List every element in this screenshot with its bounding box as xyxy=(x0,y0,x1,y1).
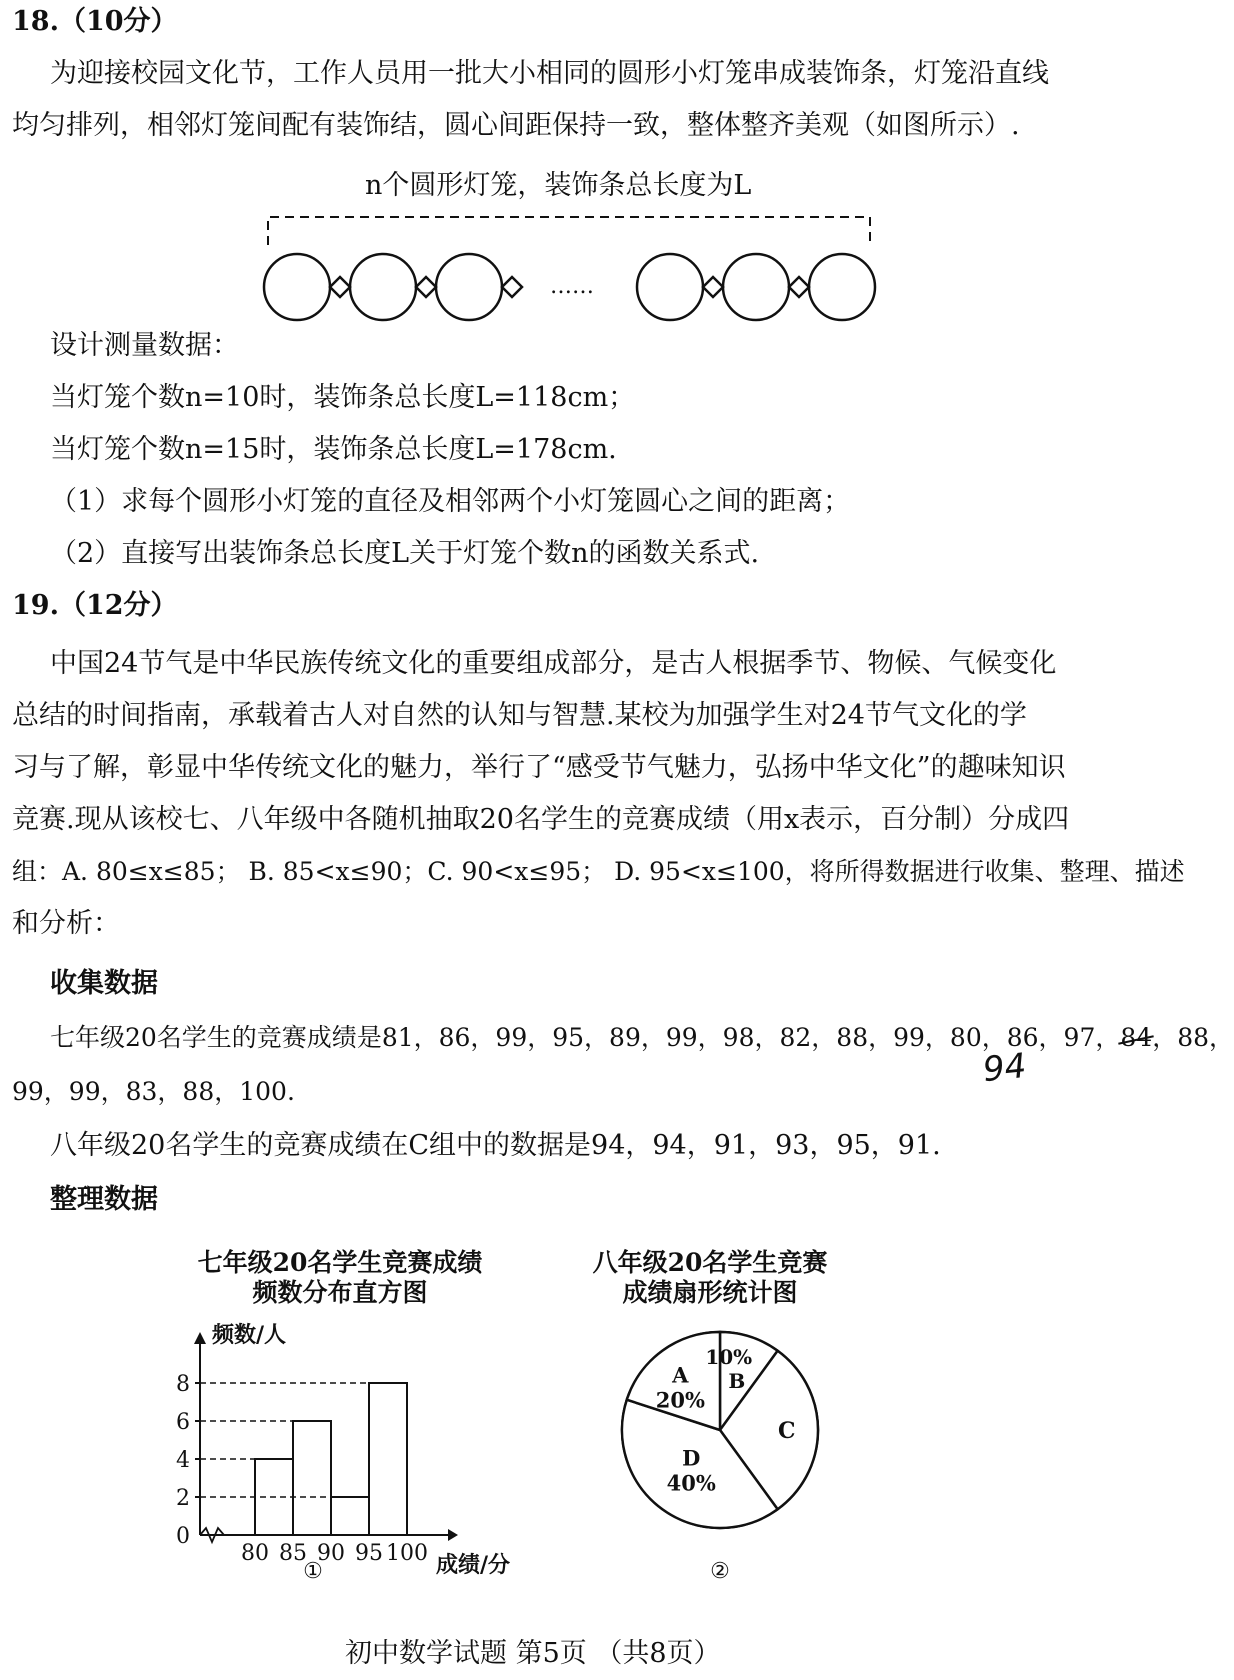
x-tick-label: 100 xyxy=(386,1541,428,1566)
decoration-knot xyxy=(330,277,350,297)
collect-data-heading: 收集数据 xyxy=(50,968,158,999)
x-tick-label: 85 xyxy=(279,1541,307,1566)
lantern-circle xyxy=(350,254,416,320)
q19-paragraph-line5: 组：A. 80≤x≤85； B. 85<x≤90；C. 90<x≤95； D. 95<x≤100，将所得数据进行收集、整理、描述 xyxy=(12,857,1185,886)
y-tick-label: 4 xyxy=(176,1448,190,1473)
pie-figure-number: ② xyxy=(710,1559,730,1584)
q19-paragraph-line2: 总结的时间指南，承载着古人对自然的认知与智慧.某校为加强学生对24节气文化的学 xyxy=(12,700,1027,731)
q18-ask-2: （2）直接写出装饰条总长度L关于灯笼个数n的函数关系式. xyxy=(50,538,760,569)
page-footer: 初中数学试题 第5页 （共8页） xyxy=(345,1638,721,1669)
lantern-circle xyxy=(723,254,789,320)
lantern-figure xyxy=(240,205,890,330)
histogram-chart xyxy=(150,1310,570,1584)
q18-header: 18.（10分） xyxy=(12,6,178,37)
lantern-chain-right xyxy=(637,254,875,320)
q18-intro-line1: 为迎接校园文化节，工作人员用一批大小相同的圆形小灯笼串成装饰条，灯笼沿直线 xyxy=(50,58,1049,89)
pie-label-c: C xyxy=(778,1418,796,1444)
x-tick-label: 80 xyxy=(241,1541,269,1566)
pie-title-line2: 成绩扇形统计图 xyxy=(622,1278,798,1307)
pie-label-a: A xyxy=(672,1362,689,1388)
lantern-ellipsis: …… xyxy=(550,274,594,299)
x-tick-label: 90 xyxy=(317,1541,345,1566)
decoration-knot xyxy=(703,277,723,297)
pie-label-a-pct: 20% xyxy=(655,1387,705,1413)
pie-label-d-pct: 40% xyxy=(666,1470,716,1496)
histogram-figure-number: ① xyxy=(303,1559,323,1584)
lantern-figure-caption: n个圆形灯笼，装饰条总长度为L xyxy=(365,170,752,201)
q19-paragraph-line3: 习与了解，彰显中华传统文化的魅力，举行了“感受节气魅力，弘扬中华文化”的趣味知识 xyxy=(12,752,1066,783)
histogram-xlabel: 成绩/分 xyxy=(436,1552,511,1578)
lantern-circle xyxy=(637,254,703,320)
pie-title xyxy=(560,1248,860,1308)
x-axis-arrow xyxy=(448,1529,458,1541)
pie-title-line1: 八年级20名学生竞赛 xyxy=(592,1248,828,1277)
grade7-scores-line2: 99，99，83，88，100. xyxy=(12,1077,295,1106)
lantern-circle xyxy=(809,254,875,320)
grade7-scores-line1 xyxy=(50,1022,1234,1054)
y-axis-arrow xyxy=(194,1332,206,1344)
histogram-ylabel: 频数/人 xyxy=(212,1322,287,1348)
q18-intro-line2: 均匀排列，相邻灯笼间配有装饰结，圆心间距保持一致，整体整齐美观（如图所示）. xyxy=(12,110,1020,141)
q18-data-1: 当灯笼个数n=10时，装饰条总长度L=118cm； xyxy=(50,382,636,413)
decoration-knot xyxy=(502,277,522,297)
histogram-title-line1: 七年级20名学生竞赛成绩 xyxy=(197,1248,483,1277)
q18-ask-1: （1）求每个圆形小灯笼的直径及相邻两个小灯笼圆心之间的距离； xyxy=(50,486,851,517)
histogram-bar xyxy=(293,1421,331,1535)
lantern-circle xyxy=(436,254,502,320)
length-dimension-line xyxy=(268,217,870,245)
struck-score: 84 xyxy=(1120,1023,1153,1052)
y-tick-label: 6 xyxy=(176,1410,190,1435)
pie-label-b: B xyxy=(728,1369,746,1394)
y-tick-label: 8 xyxy=(176,1372,190,1397)
q19-header: 19.（12分） xyxy=(12,590,178,621)
histogram-bar xyxy=(331,1497,369,1535)
decoration-knot xyxy=(789,277,809,297)
decoration-knot xyxy=(416,277,436,297)
organize-data-heading: 整理数据 xyxy=(50,1184,158,1215)
grade8-c-group-data: 八年级20名学生的竞赛成绩在C组中的数据是94，94，91，93，95，91. xyxy=(50,1130,941,1161)
histogram-title xyxy=(170,1248,510,1308)
lantern-circle xyxy=(264,254,330,320)
pie-label-b-pct: 10% xyxy=(705,1345,753,1370)
q18-data-title: 设计测量数据： xyxy=(50,330,239,361)
histogram-title-line2: 频数分布直方图 xyxy=(252,1278,428,1307)
q19-paragraph-line4: 竞赛.现从该校七、八年级中各随机抽取20名学生的竞赛成绩（用x表示，百分制）分成四 xyxy=(12,804,1070,835)
q19-paragraph-line1: 中国24节气是中华民族传统文化的重要组成部分，是古人根据季节、物候、气候变化 xyxy=(50,648,1057,679)
y-tick-label: 0 xyxy=(176,1524,190,1549)
y-tick-label: 2 xyxy=(176,1486,190,1511)
histogram-bar xyxy=(369,1383,407,1535)
x-tick-label: 95 xyxy=(355,1541,383,1566)
pie-chart xyxy=(590,1310,850,1584)
handwritten-correction: 94 xyxy=(981,1045,1029,1091)
lantern-chain-left xyxy=(264,254,522,320)
grade7-scores-prefix: 七年级20名学生的竞赛成绩是81，86，99，95，89，99，98，82，88，99，80，86，97， xyxy=(50,1023,1121,1052)
q18-data-2: 当灯笼个数n=15时，装饰条总长度L=178cm. xyxy=(50,434,617,465)
q19-paragraph-line6: 和分析： xyxy=(12,908,120,939)
pie-label-d: D xyxy=(682,1445,701,1471)
grade7-scores-suffix: ，88， xyxy=(1152,1023,1234,1052)
